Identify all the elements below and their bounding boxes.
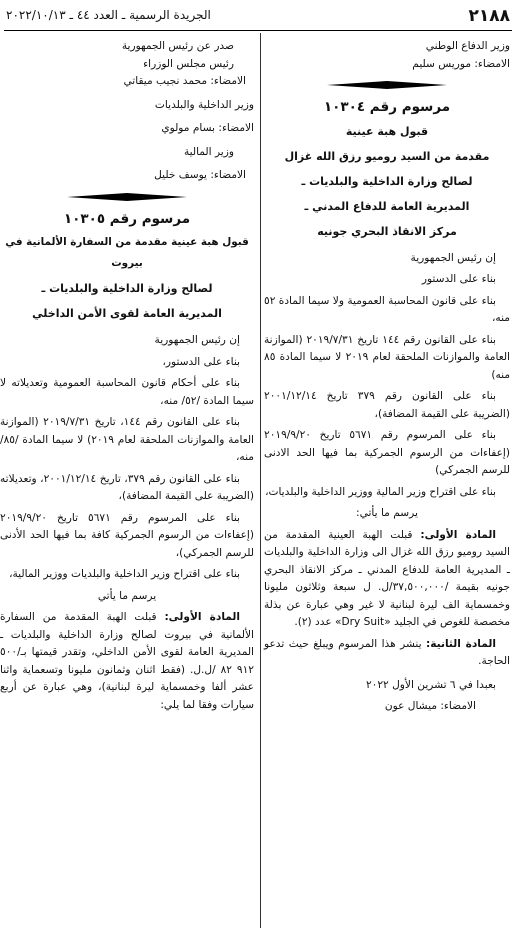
preamble-paragraph: بناء على القانون رقم ٣٧٩ تاريخ ٢٠٠١/١٢/١٤ (الضريبة على القيمة المضافة)،: [264, 390, 510, 420]
right-column: [264, 38, 510, 720]
article-1: [0, 609, 254, 714]
decree-title: مرسوم رقم ١٠٣٠٤: [323, 99, 451, 115]
preamble-paragraph: بناء على قانون المحاسبة العمومية ولا سيما المادة ٥٢ منه،: [264, 294, 510, 324]
signature-line: وزير الداخلية والبلديات: [154, 98, 254, 111]
president-signature: الامضاء: ميشال عون: [384, 700, 476, 712]
preamble-paragraph: بناء على المرسوم رقم ٥٦٧١ تاريخ ٢٠١٩/٩/٢٠ (إعفاءات من الرسوم الجمركية بما فيها الحد الادنى للرسم الجمركي): [264, 429, 510, 476]
article-label: المادة الثانية:: [425, 637, 496, 650]
decree-clause: يرسم ما يأتي:: [356, 507, 418, 519]
decree-subject-line: المديرية العامة لقوى الأمن الداخلي: [32, 307, 222, 320]
column-divider: [260, 33, 261, 928]
decree-subject-line: مقدمة من السيد روميو رزق الله غزال: [284, 149, 490, 163]
preamble-paragraph: إن رئيس الجمهورية: [154, 334, 240, 346]
article-label: المادة الأولى:: [164, 611, 241, 623]
signature-line: الامضاء: يوسف خليل: [154, 169, 246, 181]
decree-subject-line: قبول هبة عينية مقدمة من السفارة الألمانية في بيروت: [5, 236, 249, 269]
preamble-paragraph: بناء على القانون رقم ١٤٤، تاريخ ٢٠١٩/٧/٣١ (الموازنة العامة والموازنات الملحقة لعام ٢٠١٩) لا سيما المادة /٨٥/ منه،: [0, 416, 254, 463]
article-text: ينشر هذا المرسوم ويبلغ حيث تدعو الحاجة.: [264, 637, 510, 667]
decree-subject-line: مركز الانقاذ البحري جونيه: [317, 224, 457, 238]
preamble-paragraph: بناء على الدستور: [421, 273, 496, 285]
header-rule: [4, 30, 512, 31]
gazette-title: الجريدة الرسمية ـ العدد ٤٤ ـ ٢٠٢٢/١٠/١٣: [6, 8, 211, 22]
article-label: المادة الأولى:: [420, 528, 496, 541]
article-2: [264, 636, 510, 671]
decree-subject-line: لصالح وزارة الداخلية والبلديات ـ: [41, 282, 213, 295]
preamble-paragraph: بناء على القانون رقم ١٤٤ تاريخ ٢٠١٩/٧/٣١ (الموازنة العامة والموازنات الملحقة لعام ٢٠١٩ لا سيما المادة ٨٥ منه): [264, 333, 510, 381]
separator-ornament: [67, 193, 187, 201]
date-line: بعبدا في ٦ تشرين الأول ٢٠٢٢: [365, 678, 496, 691]
preamble-paragraph: بناء على اقتراح وزير المالية ووزير الداخلية والبلديات،: [265, 485, 496, 498]
article-1: [264, 527, 510, 632]
decree-subject-line: المديرية العامة للدفاع المدني ـ: [304, 199, 470, 213]
signature-line: وزير المالية: [183, 145, 234, 158]
decree-clause: يرسم ما يأتي: [97, 589, 157, 602]
signature-line: صدر عن رئيس الجمهورية: [121, 40, 234, 52]
article-text: قبلت الهبة المقدمة من السفارة الألمانية في بيروت لصالح وزارة الداخلية والبلديات ـ المديرية العامة لقوى الأمن الداخلي، وتقدر قيمتها بـ/٥٠٠ ٩١٢ ٨٢ /ل.ل. (فقط اثنان وثمانون مليونا وتسعماية واثنا عشر ألفا وخمسماية ليرة لبنانية)، وهي عبارة عن أربع سيارات وفقا لما يلي:: [0, 611, 254, 711]
preamble-paragraph: بناء على أحكام قانون المحاسبة العمومية وتعديلاته لا سيما المادة /٥٢/ منه،: [0, 377, 254, 407]
left-column: [0, 38, 254, 718]
signature-line: الامضاء: بسام مولوي: [161, 122, 254, 134]
decree-title: مرسوم رقم ١٠٣٠٥: [63, 210, 191, 227]
signature-line: رئيس مجلس الوزراء: [143, 57, 234, 70]
preamble-paragraph: إن رئيس الجمهورية: [410, 251, 496, 264]
page-header: [0, 0, 516, 30]
preamble-paragraph: بناء على القانون رقم ٣٧٩، تاريخ ٢٠٠١/١٢/١٤، وتعديلاته (الضريبة على القيمة المضافة)،: [0, 472, 254, 502]
preamble-paragraph: بناء على اقتراح وزير الداخلية والبلديات ووزير المالية،: [9, 568, 240, 580]
preamble-paragraph: بناء على الدستور،: [162, 355, 240, 368]
decree-subject-line: لصالح وزارة الداخلية والبلديات ـ: [301, 174, 473, 188]
preamble-paragraph: بناء على المرسوم رقم ٥٦٧١ تاريخ ٢٠١٩/٩/٢٠ (إعفاءات من الرسوم الجمركية كافة بما فيها الحد الأدنى للرسم الجمركي)،: [0, 511, 254, 559]
signature-title: وزير الدفاع الوطني: [425, 40, 510, 52]
page-number: ٢١٨٨: [468, 6, 510, 26]
article-text: قبلت الهبة العينية المقدمة من السيد روميو رزق الله غزال الى وزارة الداخلية والبلديات ـ المديرية العامة للدفاع المدني ـ مركز الانقاذ البحري جونيه بقيمة /٣٧,٥٠٠,٠٠٠/ل. ل سبعة وثلاثون مليونا وخمسماية الف ليرة لبنانية لا غير وهي عبارة عن بذلة مخصصة للغوص في الجليد «Dry Suit» عدد (٢).: [264, 528, 510, 628]
signature-name: الامضاء: موريس سليم: [412, 57, 510, 70]
signature-line: الامضاء: محمد نجيب ميقاتي: [123, 75, 246, 87]
separator-ornament: [327, 81, 447, 89]
decree-subject-line: قبول هبة عينية: [345, 124, 429, 138]
